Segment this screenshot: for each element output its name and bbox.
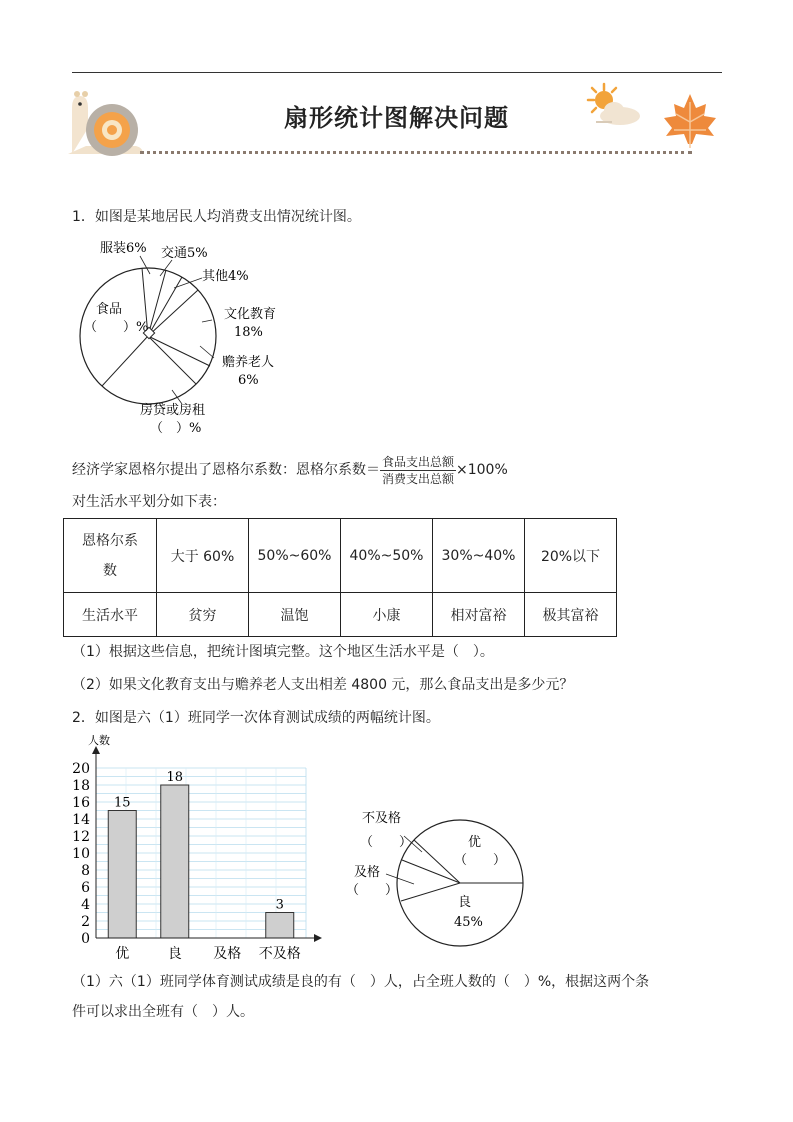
engel-cell: 大于 60%: [157, 519, 249, 593]
y-tick-label: 0: [81, 931, 90, 947]
q2-label-pass-name: 及格: [354, 865, 381, 880]
q2-label-good-pct: 45%: [454, 915, 483, 930]
engel-table-row-level: [64, 593, 617, 637]
bar: [266, 913, 294, 939]
q1-label-food-blank: （ ）%: [84, 320, 149, 335]
y-tick-label: 16: [72, 795, 90, 811]
q1-stem: 1．如图是某地居民人均消费支出情况统计图。: [72, 209, 361, 225]
q1-label-edu-pct: 18%: [234, 325, 263, 340]
q2-label-good-name: 良: [458, 895, 472, 910]
q2-pie-chart: [340, 800, 540, 960]
y-tick-label: 18: [72, 778, 90, 794]
x-tick-label: 不及格: [258, 946, 301, 962]
engel-header-coefficient: 恩格尔系 数: [64, 519, 157, 593]
y-tick-label: 2: [81, 914, 90, 930]
y-tick-label: 6: [81, 880, 90, 896]
y-tick-label: 8: [81, 863, 90, 879]
engel-header-level: 生活水平: [64, 593, 157, 637]
y-axis-arrow: [92, 746, 100, 754]
maple-leaf-icon: [658, 92, 722, 150]
x-axis-arrow: [314, 934, 322, 942]
q1-label-food-name: 食品: [96, 302, 123, 317]
engel-cell: 30%~40%: [433, 519, 525, 593]
q2-label-fail-name: 不及格: [362, 811, 402, 826]
q1-table-intro: 对生活水平划分如下表：: [72, 494, 226, 510]
q1-pie-chart: [62, 236, 312, 440]
engel-cell: 贫穷: [157, 593, 249, 637]
y-tick-label: 14: [72, 812, 90, 828]
q2-label-fail-blank: （ ）: [360, 835, 413, 850]
engel-cell: 极其富裕: [525, 593, 617, 637]
y-tick-label: 10: [72, 846, 90, 862]
q1-label-traffic: 交通5%: [161, 246, 208, 261]
q1-formula-numerator: 食品支出总额: [382, 454, 455, 469]
bar: [108, 811, 136, 939]
engel-cell: 温饱: [249, 593, 341, 637]
q1-label-elder-pct: 6%: [238, 373, 259, 388]
q1-formula-prefix: 经济学家恩格尔提出了恩格尔系数：恩格尔系数＝: [72, 462, 380, 478]
engel-cell: 50%~60%: [249, 519, 341, 593]
q1-label-edu-name: 文化教育: [224, 307, 277, 322]
q1-label-elder-name: 赡养老人: [222, 355, 275, 370]
q2-subquestion-1-line2: 件可以求出全班有（ ）人。: [72, 1004, 254, 1020]
x-tick-label: 优: [115, 946, 130, 962]
y-tick-label: 4: [81, 897, 90, 913]
q2-label-pass-blank: （ ）: [346, 883, 399, 898]
y-axis-label: 人数: [88, 734, 110, 747]
engel-table: [63, 518, 617, 637]
q2-bar-chart: [60, 728, 330, 964]
bar-data-label: 15: [113, 795, 131, 811]
header-rule: [72, 72, 722, 73]
q2-subquestion-1-line1: （1）六（1）班同学体育测试成绩是良的有（ ）人，占全班人数的（ ）%，根据这两个条: [72, 974, 650, 990]
q2-stem: 2．如图是六（1）班同学一次体育测试成绩的两幅统计图。: [72, 710, 440, 726]
q1-formula-suffix: ×100%: [456, 462, 508, 478]
y-tick-label: 12: [72, 829, 90, 845]
q1-subquestion-2: （2）如果文化教育支出与赡养老人支出相差 4800 元，那么食品支出是多少元？: [72, 677, 574, 693]
x-tick-label: 良: [167, 946, 182, 962]
bar: [161, 785, 189, 938]
bar-data-label: 18: [166, 770, 184, 785]
q2-label-excellent-blank: （ ）: [454, 853, 507, 868]
q1-label-clothing: 服装6%: [100, 241, 147, 256]
engel-cell: 相对富裕: [433, 593, 525, 637]
engel-cell: 20%以下: [525, 519, 617, 593]
q1-label-housing-blank: （ ）%: [150, 421, 202, 436]
q1-label-housing-name: 房贷或房租: [140, 403, 206, 418]
bar-data-label: 3: [275, 897, 284, 913]
q1-label-other: 其他4%: [202, 269, 249, 284]
q1-formula-denominator: 消费支出总额: [382, 471, 455, 486]
sun-cloud-icon: [582, 82, 644, 132]
header-dotted-divider: [140, 151, 692, 154]
y-tick-label: 20: [72, 761, 90, 777]
page-title: 扇形统计图解决问题: [284, 104, 509, 132]
q1-subquestion-1: （1）根据这些信息，把统计图填完整。这个地区生活水平是（ ）。: [72, 644, 494, 660]
q2-label-excellent-name: 优: [468, 835, 482, 850]
x-tick-label: 及格: [213, 946, 242, 962]
engel-cell: 40%~50%: [341, 519, 433, 593]
q1-formula-fraction: [380, 454, 456, 487]
engel-cell: 小康: [341, 593, 433, 637]
q1-formula: [72, 452, 508, 488]
engel-table-row-coefficient: [64, 519, 617, 593]
